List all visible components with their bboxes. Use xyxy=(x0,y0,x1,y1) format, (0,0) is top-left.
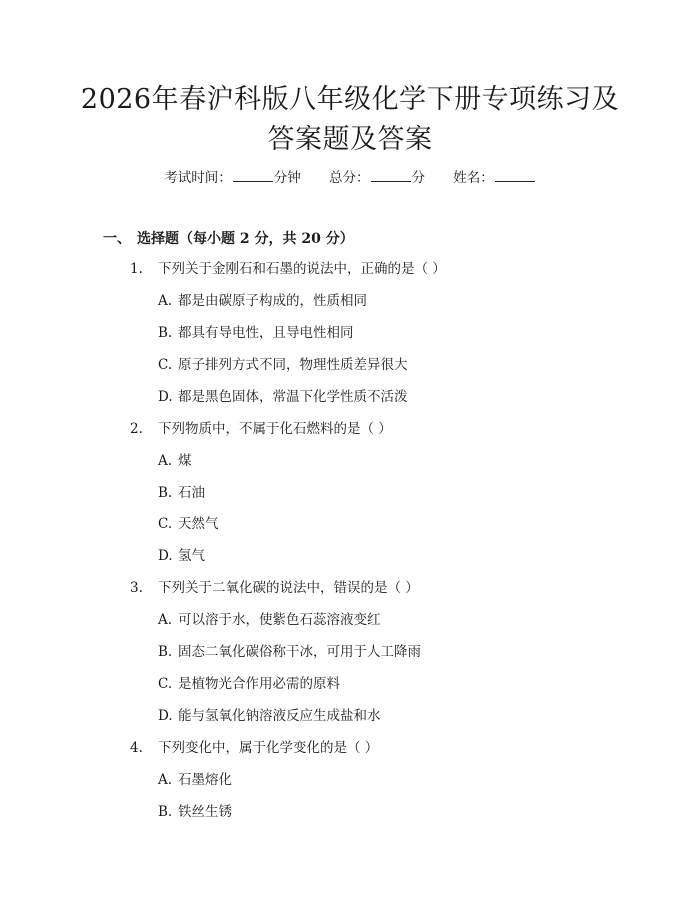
question-3-option-a xyxy=(158,611,381,629)
exam-score-blank xyxy=(371,169,411,182)
option-text: 原子排列方式不同，物理性质差异很大 xyxy=(178,357,408,373)
option-label: C. xyxy=(158,676,173,692)
option-text: 石油 xyxy=(178,485,205,501)
question-4-option-b xyxy=(158,803,232,821)
question-2 xyxy=(130,420,392,438)
option-text: 是植物光合作用必需的原料 xyxy=(178,676,340,692)
document-title-line-1: 2026年春沪科版八年级化学下册专项练习及 xyxy=(80,84,620,115)
question-3 xyxy=(130,579,419,597)
option-label: D. xyxy=(158,548,173,564)
option-label: A. xyxy=(158,293,173,309)
question-1-option-a xyxy=(158,292,367,310)
question-text: 下列关于金刚石和石墨的说法中，正确的是（ ） xyxy=(158,261,446,277)
document-title-line-2: 答案题及答案 xyxy=(267,124,433,155)
question-text: 下列关于二氧化碳的说法中，错误的是（ ） xyxy=(158,580,419,596)
question-number: 3. xyxy=(130,580,143,596)
option-text: 煤 xyxy=(178,453,192,469)
option-text: 可以溶于水，使紫色石蕊溶液变红 xyxy=(178,612,381,628)
option-text: 固态二氧化碳俗称干冰，可用于人工降雨 xyxy=(178,644,421,660)
question-2-option-b xyxy=(158,484,205,502)
option-label: C. xyxy=(158,357,173,373)
question-text: 下列变化中，属于化学变化的是（ ） xyxy=(158,740,379,756)
question-1-option-b xyxy=(158,324,354,342)
question-3-option-d xyxy=(158,707,381,725)
option-text: 都具有导电性，且导电性相同 xyxy=(178,325,354,341)
question-4-option-a xyxy=(158,771,232,789)
question-3-option-b xyxy=(158,643,421,661)
exam-meta-line xyxy=(0,169,700,187)
option-text: 氢气 xyxy=(178,548,205,564)
section-number: 一、 xyxy=(103,231,131,247)
exam-name-label: 姓名： xyxy=(453,170,494,186)
exam-time-label: 考试时间： xyxy=(164,170,232,186)
section-heading-text: 选择题（每小题 2 分，共 20 分） xyxy=(137,231,354,247)
exam-score-label: 总分： xyxy=(329,170,370,186)
option-label: A. xyxy=(158,612,173,628)
option-label: D. xyxy=(158,389,173,405)
question-number: 4. xyxy=(130,740,143,756)
option-label: C. xyxy=(158,516,173,532)
exam-time xyxy=(164,170,305,186)
question-1-option-d xyxy=(158,388,408,406)
exam-score-unit: 分 xyxy=(411,170,425,186)
question-number: 1. xyxy=(130,261,143,277)
question-number: 2. xyxy=(130,421,143,437)
question-1 xyxy=(130,260,446,278)
option-label: A. xyxy=(158,772,173,788)
option-text: 石墨熔化 xyxy=(178,772,232,788)
option-label: D. xyxy=(158,708,173,724)
option-label: B. xyxy=(158,644,173,660)
question-4 xyxy=(130,739,378,757)
option-text: 都是由碳原子构成的，性质相同 xyxy=(178,293,367,309)
option-text: 能与氢氧化钠溶液反应生成盐和水 xyxy=(178,708,381,724)
option-label: B. xyxy=(158,325,173,341)
option-label: B. xyxy=(158,804,173,820)
exam-name xyxy=(453,170,536,186)
option-text: 都是黑色固体，常温下化学性质不活泼 xyxy=(178,389,408,405)
question-2-option-d xyxy=(158,547,205,565)
option-label: B. xyxy=(158,485,173,501)
exam-time-unit: 分钟 xyxy=(273,170,301,186)
question-3-option-c xyxy=(158,675,340,693)
question-text: 下列物质中，不属于化石燃料的是（ ） xyxy=(158,421,392,437)
question-2-option-a xyxy=(158,452,192,470)
section-heading xyxy=(103,230,354,248)
question-2-option-c xyxy=(158,515,219,533)
exam-name-blank xyxy=(495,169,535,182)
option-text: 铁丝生锈 xyxy=(178,804,232,820)
exam-score xyxy=(329,170,429,186)
option-text: 天然气 xyxy=(178,516,219,532)
option-label: A. xyxy=(158,453,173,469)
exam-time-blank xyxy=(233,169,273,182)
question-1-option-c xyxy=(158,356,408,374)
